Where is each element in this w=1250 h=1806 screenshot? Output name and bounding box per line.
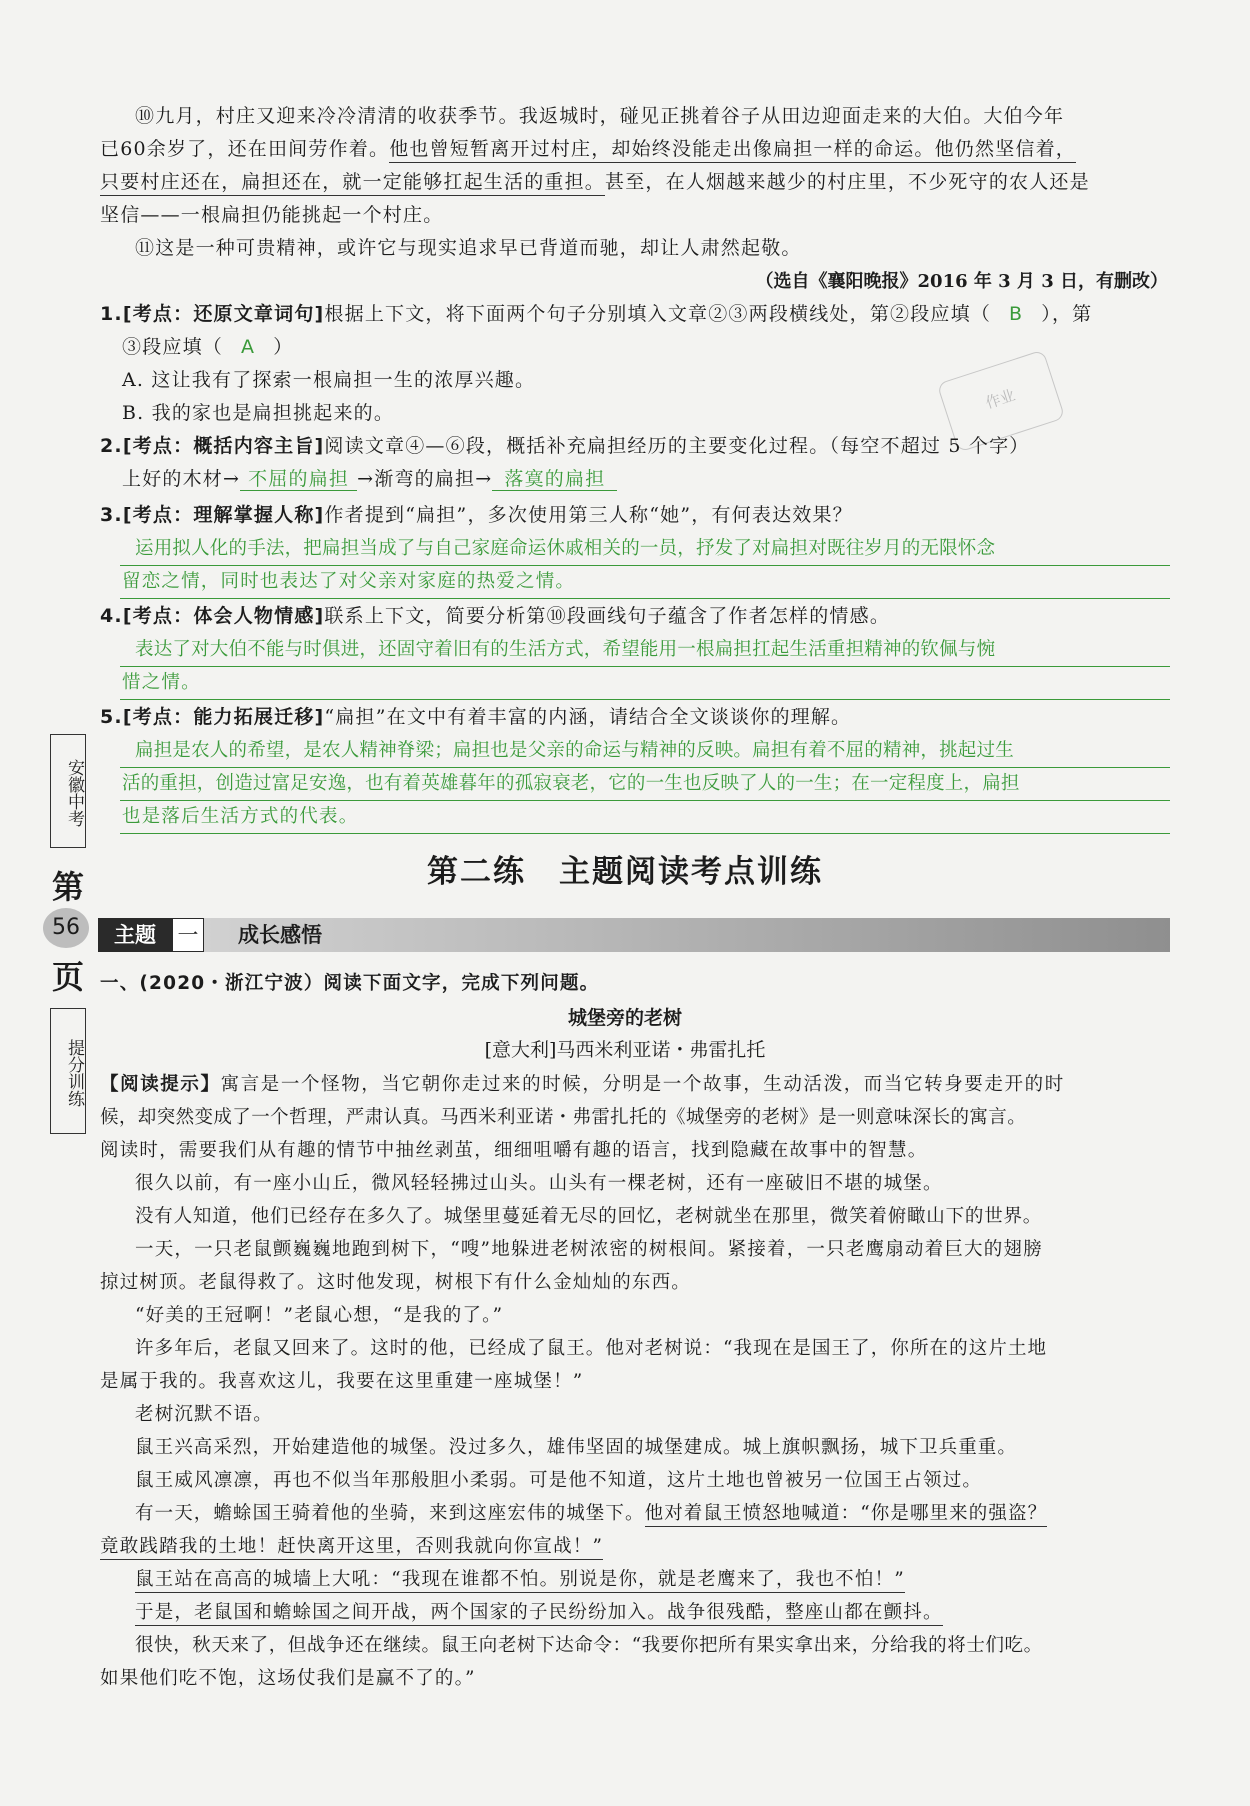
q2-step1: 上好的木材→ — [122, 468, 241, 490]
passage-p10-line1: ⑩九月，村庄又迎来冷冷清清的收获季节。我返城时，碰见正挑着谷子从田边迎面走来的大伯。大伯今年 — [135, 105, 1065, 127]
reading-para: 很快，秋天来了，但战争还在继续。鼠王向老树下达命令：“我要你把所有果实拿出来，分给我的将士们吃。 — [135, 1635, 1043, 1656]
homework-stamp-watermark: 作业 — [937, 349, 1066, 452]
q5-number: 5. — [100, 706, 123, 728]
reading-hint-line1 — [100, 1068, 1170, 1101]
q3-text: 作者提到“扁担”，多次使用第三人称“她”，有何表达效果？ — [324, 504, 853, 526]
reading-title: 城堡旁的老树 — [567, 1007, 682, 1029]
q3-answer-line1: 运用拟人化的手法，把扁担当成了与自己家庭命运休戚相关的一员，抒发了对扁担对既往岁月的无限怀念 — [135, 538, 996, 559]
reading-para: “好美的王冠啊！”老鼠心想，“是我的了。” — [135, 1305, 504, 1326]
reading-para: 鼠王威风凛凛，再也不似当年那般胆小柔弱。可是他不知道，这片土地也曾被另一位国王占领过。 — [135, 1470, 983, 1491]
passage-p10-line2a: 已60余岁了，还在田间劳作着。 — [100, 138, 390, 160]
q1-text-c: ③段应填（ — [122, 336, 224, 358]
q3-answer-line2: 留恋之情，同时也表达了对父亲对家庭的热爱之情。 — [122, 571, 576, 592]
q5-answer-line2: 活的重担，创造过富足安逸，也有着英雄暮年的孤寂衰老，它的一生也反映了人的一生；在一定程度上，扁担 — [122, 773, 1020, 794]
q2-number: 2. — [100, 435, 123, 457]
underlined-sentence: 战争很残酷，整座山都在颤抖。 — [667, 1602, 943, 1626]
reading-para — [135, 1497, 1170, 1530]
reading-para: 很久以前，有一座小山丘，微风轻轻拂过山头。山头有一棵老树，还有一座破旧不堪的城堡。 — [135, 1173, 943, 1194]
underlined-sentence: 竟敢践踏我的土地！赶快离开这里，否则我就向你宣战！” — [100, 1536, 603, 1560]
source-citation: （选自《襄阳晚报》2016 年 3 月 3 日，有删改） — [755, 271, 1168, 292]
reading-para: 如果他们吃不饱，这场仗我们是赢不了的。” — [100, 1668, 476, 1689]
underlined-sentence: 他对着鼠王愤怒地喊道：“你是哪里来的强盗？ — [645, 1503, 1048, 1527]
underlined-sentence: 只要村庄还在，扁担还在，就一定能够扛起生活的重担。 — [100, 171, 605, 196]
reading-l11a: 有一天，蟾蜍国王骑着他的坐骑，来到这座宏伟的城堡下。 — [135, 1503, 645, 1524]
q5-answer-line3: 也是落后生活方式的代表。 — [122, 806, 359, 827]
passage-p10-line2 — [100, 133, 1170, 166]
underlined-sentence: 鼠王站在高高的城墙上大吼：“我现在谁都不怕。别说是你，就是老鹰来了，我也不怕！” — [135, 1569, 905, 1593]
underlined-sentence: 于是，老鼠国和蟾蜍国之间开战，两个国家的子民纷纷加入。 — [135, 1602, 667, 1626]
question-1 — [100, 298, 1170, 331]
q2-tag: [考点：概括内容主旨] — [122, 435, 325, 457]
q2-step2: →渐弯的扁担→ — [357, 468, 493, 490]
q3-tag: [考点：理解掌握人称] — [122, 504, 325, 526]
question-4 — [100, 600, 1170, 633]
reading-para: 鼠王兴高采烈，开始建造他的城堡。没过多久，雄伟坚固的城堡建成。城上旗帜飘扬，城下卫兵重重。 — [135, 1437, 1018, 1458]
reading-para: 老树沉默不语。 — [135, 1404, 273, 1425]
q1-answer-2: A — [241, 336, 256, 358]
q4-number: 4. — [100, 605, 123, 627]
topic-title: 成长感悟 — [238, 923, 322, 947]
reading-para — [135, 1596, 1170, 1629]
reading-hint-label: 【阅读提示】 — [100, 1074, 221, 1095]
reading-para: 许多年后，老鼠又回来了。这时的他，已经成了鼠王。他对老树说：“我现在是国王了，你所在的这片土地 — [135, 1338, 1048, 1359]
side-label-training: 提分训练 — [50, 1008, 86, 1134]
q4-answer-line2: 惜之情。 — [122, 672, 201, 693]
q1-answer-1: B — [1009, 303, 1024, 325]
reading-hint-line3: 阅读时，需要我们从有趣的情节中抽丝剥茧，细细咀嚼有趣的语言，找到隐藏在故事中的智慧。 — [100, 1140, 928, 1161]
q4-answer-line1: 表达了对大伯不能与时俱进，还固守着旧有的生活方式，希望能用一根扁担扛起生活重担精神的钦佩与惋 — [135, 639, 996, 660]
page-di: 第 — [51, 868, 84, 906]
question-2 — [100, 430, 1170, 463]
q5-tag: [考点：能力拓展迁移] — [122, 706, 325, 728]
reading-para: 一天，一只老鼠颤巍巍地跑到树下，“嗖”地躲进老树浓密的树根间。紧接着，一只老鹰扇动着巨大的翅膀 — [135, 1239, 1043, 1260]
q1-number: 1. — [100, 303, 123, 325]
page-number: 56 — [43, 908, 89, 948]
section-title: 第二练 主题阅读考点训练 — [427, 854, 823, 890]
topic-number: 一 — [172, 918, 204, 952]
topic-banner — [98, 918, 1170, 952]
q2-answer-2: 落寞的扁担 — [492, 468, 617, 491]
passage-p10-line3b: 甚至，在人烟越来越少的村庄里，不少死守的农人还是 — [605, 171, 1090, 193]
side-label-anhui-exam: 安徽中考 — [50, 734, 86, 848]
q5-text: “扁担”在文中有着丰富的内涵，请结合全文谈谈你的理解。 — [324, 706, 852, 728]
reading-hint-text: 寓言是一个怪物，当它朝你走过来的时候，分明是一个故事，生动活泼，而当它转身要走开的时 — [220, 1074, 1065, 1095]
passage-p10-line4: 坚信——一根扁担仍能挑起一个村庄。 — [100, 204, 444, 226]
reading-para — [135, 1563, 1170, 1596]
q2-answer-line — [122, 463, 1192, 496]
q4-text: 联系上下文，简要分析第⑩段画线句子蕴含了作者怎样的情感。 — [324, 605, 891, 627]
q1-text-b: ），第 — [1041, 303, 1093, 325]
q2-answer-1: 不屈的扁担 — [240, 468, 357, 491]
reading-intro: 一、(2020・浙江宁波）阅读下面文字，完成下列问题。 — [100, 973, 600, 994]
question-3 — [100, 499, 1170, 532]
reading-para: 是属于我的。我喜欢这儿，我要在这里重建一座城堡！” — [100, 1371, 584, 1392]
reading-author: [意大利]马西米利亚诺・弗雷扎托 — [484, 1039, 766, 1061]
q1-option-b: B. 我的家也是扁担挑起来的。 — [122, 402, 395, 424]
topic-label: 主题 — [98, 918, 172, 952]
q4-tag: [考点：体会人物情感] — [122, 605, 325, 627]
reading-para: 没有人知道，他们已经存在多久了。城堡里蔓延着无尽的回忆，老树就坐在那里，微笑着俯瞰山下的世界。 — [135, 1206, 1043, 1227]
question-5 — [100, 701, 1170, 734]
q1-text-d: ） — [273, 336, 294, 358]
page-ye: 页 — [51, 958, 84, 996]
passage-p11: ⑪这是一种可贵精神，或许它与现实追求早已背道而驰，却让人肃然起敬。 — [135, 237, 802, 259]
q1-option-a: A. 这让我有了探索一根扁担一生的浓厚兴趣。 — [122, 369, 536, 391]
reading-hint-line2: 候，却突然变成了一个哲理，严肃认真。马西米利亚诺・弗雷扎托的《城堡旁的老树》是一则意味深长的寓言。 — [100, 1107, 1027, 1128]
q1-text-a: 根据上下文，将下面两个句子分别填入文章②③两段横线处，第②段应填（ — [324, 303, 992, 325]
reading-para: 掠过树顶。老鼠得救了。这时他发现，树根下有什么金灿灿的东西。 — [100, 1272, 692, 1293]
passage-p10-line3 — [100, 166, 1170, 199]
underlined-sentence: 他也曾短暂离开过村庄，却始终没能走出像扁担一样的命运。他仍然坚信着， — [389, 138, 1076, 163]
reading-para — [100, 1530, 1170, 1563]
q1-tag: [考点：还原文章词句] — [122, 303, 325, 325]
q1-line2 — [122, 331, 1192, 364]
q3-number: 3. — [100, 504, 123, 526]
q2-text: 阅读文章④—⑥段，概括补充扁担经历的主要变化过程。（每空不超过 5 个字） — [324, 435, 1030, 457]
q5-answer-line1: 扁担是农人的希望，是农人精神脊梁；扁担也是父亲的命运与精神的反映。扁担有着不屈的精神，挑起过生 — [135, 740, 1014, 761]
